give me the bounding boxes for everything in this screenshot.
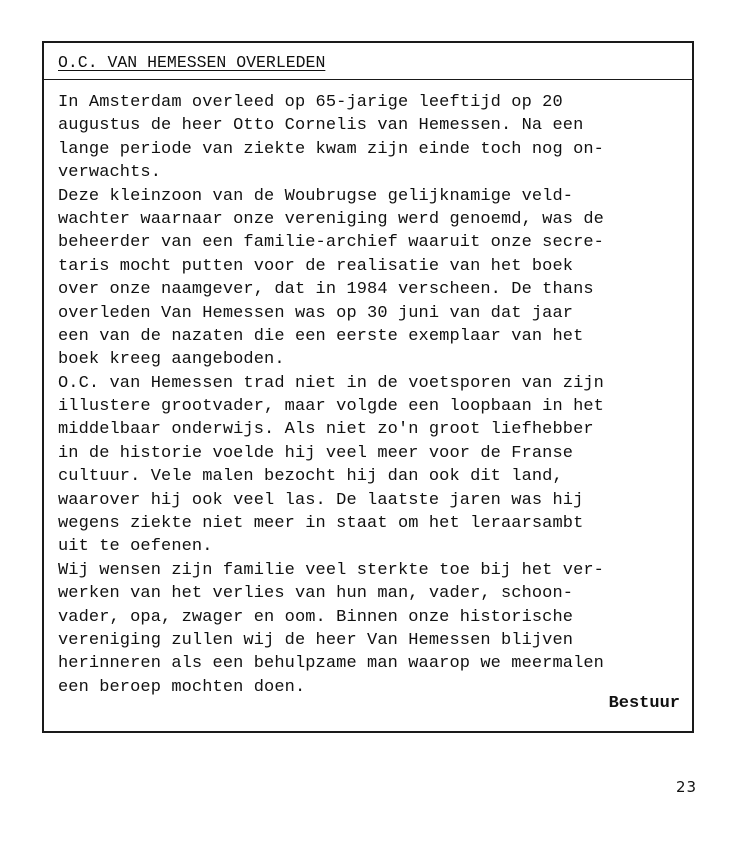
body-line: wegens ziekte niet meer in staat om het leraarsambt (58, 514, 584, 534)
body-line: een van de nazaten die een eerste exemplaar van het (58, 326, 584, 346)
body-line: Wij wensen zijn familie veel sterkte toe bij het ver- (58, 560, 604, 580)
body-line: Deze kleinzoon van de Woubrugse gelijknamige veld- (58, 186, 574, 206)
signature: Bestuur (608, 694, 680, 713)
body-line: taris mocht putten voor de realisatie van het boek (58, 256, 574, 276)
page-number: 23 (676, 778, 698, 796)
body-line: uit te oefenen. (58, 537, 213, 557)
body-line: O.C. van Hemessen trad niet in de voetsporen van zijn (58, 373, 604, 393)
body-line: over onze naamgever, dat in 1984 verscheen. De thans (58, 280, 594, 300)
body-line: middelbaar onderwijs. Als niet zo'n groot liefhebber (58, 420, 594, 440)
body-line: vereniging zullen wij de heer Van Hemessen blijven (58, 630, 574, 650)
body-line: beheerder van een familie-archief waaruit onze secre- (58, 233, 604, 253)
body-line: augustus de heer Otto Cornelis van Hemessen. Na een (58, 116, 584, 136)
body-line: overleden Van Hemessen was op 30 juni van dat jaar (58, 303, 574, 323)
article-title: O.C. VAN HEMESSEN OVERLEDEN (58, 53, 326, 72)
article-body (58, 91, 688, 699)
body-line: herinneren als een behulpzame man waarop we meermalen (58, 654, 604, 674)
body-line: in de historie voelde hij veel meer voor de Franse (58, 443, 574, 463)
body-line: In Amsterdam overleed op 65-jarige leeftijd op 20 (58, 93, 563, 112)
body-line: werken van het verlies van hun man, vader, schoon- (58, 584, 574, 604)
body-line: een beroep mochten doen. (58, 677, 306, 697)
body-line: wachter waarnaar onze vereniging werd genoemd, was de (58, 209, 604, 229)
body-line: vader, opa, zwager en oom. Binnen onze historische (58, 607, 574, 627)
body-line: boek kreeg aangeboden. (58, 350, 285, 370)
body-line: cultuur. Vele malen bezocht hij dan ook dit land, (58, 467, 563, 487)
body-line: verwachts. (58, 163, 162, 183)
article-box (42, 41, 694, 733)
title-divider (44, 79, 692, 80)
body-line: illustere grootvader, maar volgde een loopbaan in het (58, 397, 604, 417)
body-line: lange periode van ziekte kwam zijn einde toch nog on- (58, 139, 604, 159)
body-line: waarover hij ook veel las. De laatste jaren was hij (58, 490, 584, 510)
